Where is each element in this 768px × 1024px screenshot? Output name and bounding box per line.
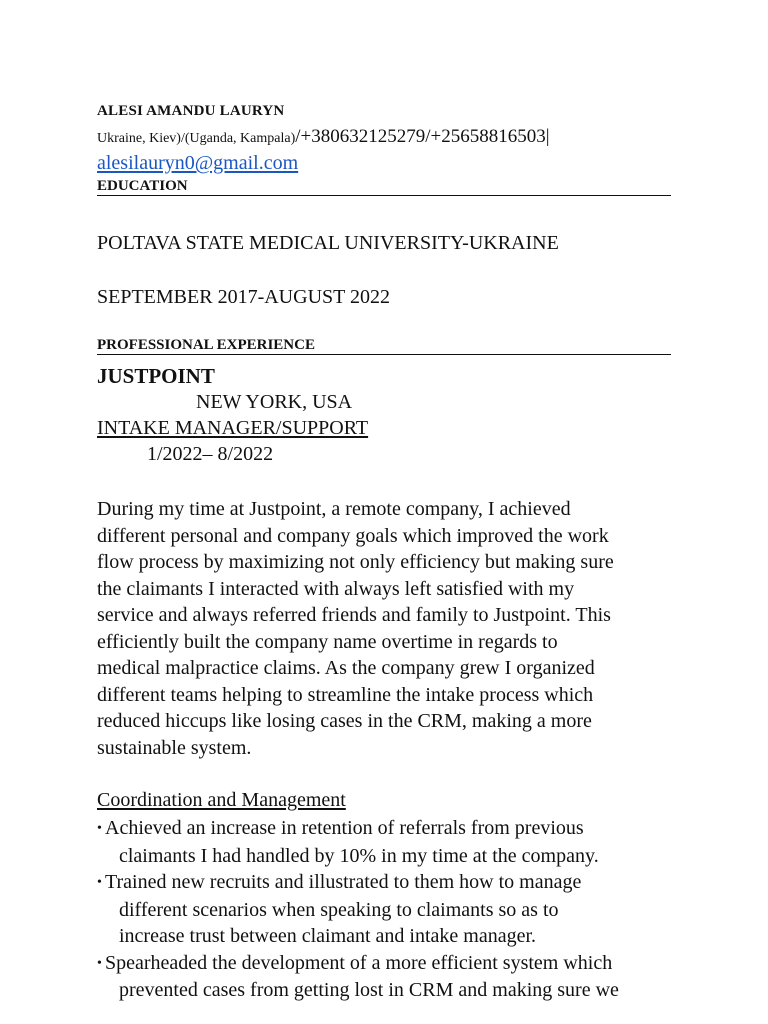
bullet-text: increase trust between claimant and intake manager. xyxy=(119,925,537,947)
bullet-icon: • xyxy=(97,955,102,971)
summary-line: medical malpractice claims. As the company grew I organized xyxy=(97,657,595,679)
bullet-text: Achieved an increase in retention of referrals from previous xyxy=(105,817,584,839)
bullet-text: prevented cases from getting lost in CRM and making sure we xyxy=(119,979,619,1001)
summary-line: flow process by maximizing not only efficiency but making sure xyxy=(97,551,614,573)
job-period: 1/2022– 8/2022 xyxy=(147,443,274,465)
list-item xyxy=(97,815,697,869)
summary-line: During my time at Justpoint, a remote company, I achieved xyxy=(97,498,571,520)
summary-line: different personal and company goals which improved the work xyxy=(97,524,609,547)
company-name: JUSTPOINT xyxy=(97,364,215,388)
email-link[interactable]: alesilauryn0@gmail.com xyxy=(97,152,299,174)
summary-line: sustainable system. xyxy=(97,736,252,759)
summary-line: reduced hiccups like losing cases in the CRM, making a more xyxy=(97,710,592,732)
bullet-text: Trained new recruits and illustrated to them how to manage xyxy=(105,871,582,893)
summary-line: service and always referred friends and family to Justpoint. This xyxy=(97,604,611,626)
bullet-text: claimants I had handled by 10% in my time at the company. xyxy=(119,844,599,867)
summary-line: the claimants I interacted with always left satisfied with my xyxy=(97,577,575,600)
experience-summary xyxy=(97,496,677,761)
education-heading: EDUCATION xyxy=(97,178,671,196)
bullet-icon: • xyxy=(97,821,102,836)
coordination-subheading: Coordination and Management xyxy=(97,789,346,811)
school-name: POLTAVA STATE MEDICAL UNIVERSITY-UKRAINE xyxy=(97,232,559,254)
contact-line xyxy=(97,126,550,148)
contact-phones: /+380632125279/+25658816503| xyxy=(295,126,550,147)
summary-line: efficiently built the company name overtime in regards to xyxy=(97,630,558,653)
list-item xyxy=(97,869,697,950)
education-dates: SEPTEMBER 2017-AUGUST 2022 xyxy=(97,286,390,308)
bullet-text: Spearheaded the development of a more efficient system which xyxy=(105,951,613,974)
job-role: INTAKE MANAGER/SUPPORT xyxy=(97,417,369,439)
list-item xyxy=(97,950,697,1004)
achievement-list xyxy=(97,815,697,1004)
bullet-text: different scenarios when speaking to claimants so as to xyxy=(119,898,559,921)
bullet-icon: • xyxy=(97,875,102,890)
contact-location: Ukraine, Kiev)/(Uganda, Kampala) xyxy=(97,131,296,146)
summary-line: different teams helping to streamline the intake process which xyxy=(97,683,594,706)
experience-heading: PROFESSIONAL EXPERIENCE xyxy=(97,337,671,355)
company-location: NEW YORK, USA xyxy=(196,391,353,413)
candidate-name: ALESI AMANDU LAURYN xyxy=(97,103,285,119)
